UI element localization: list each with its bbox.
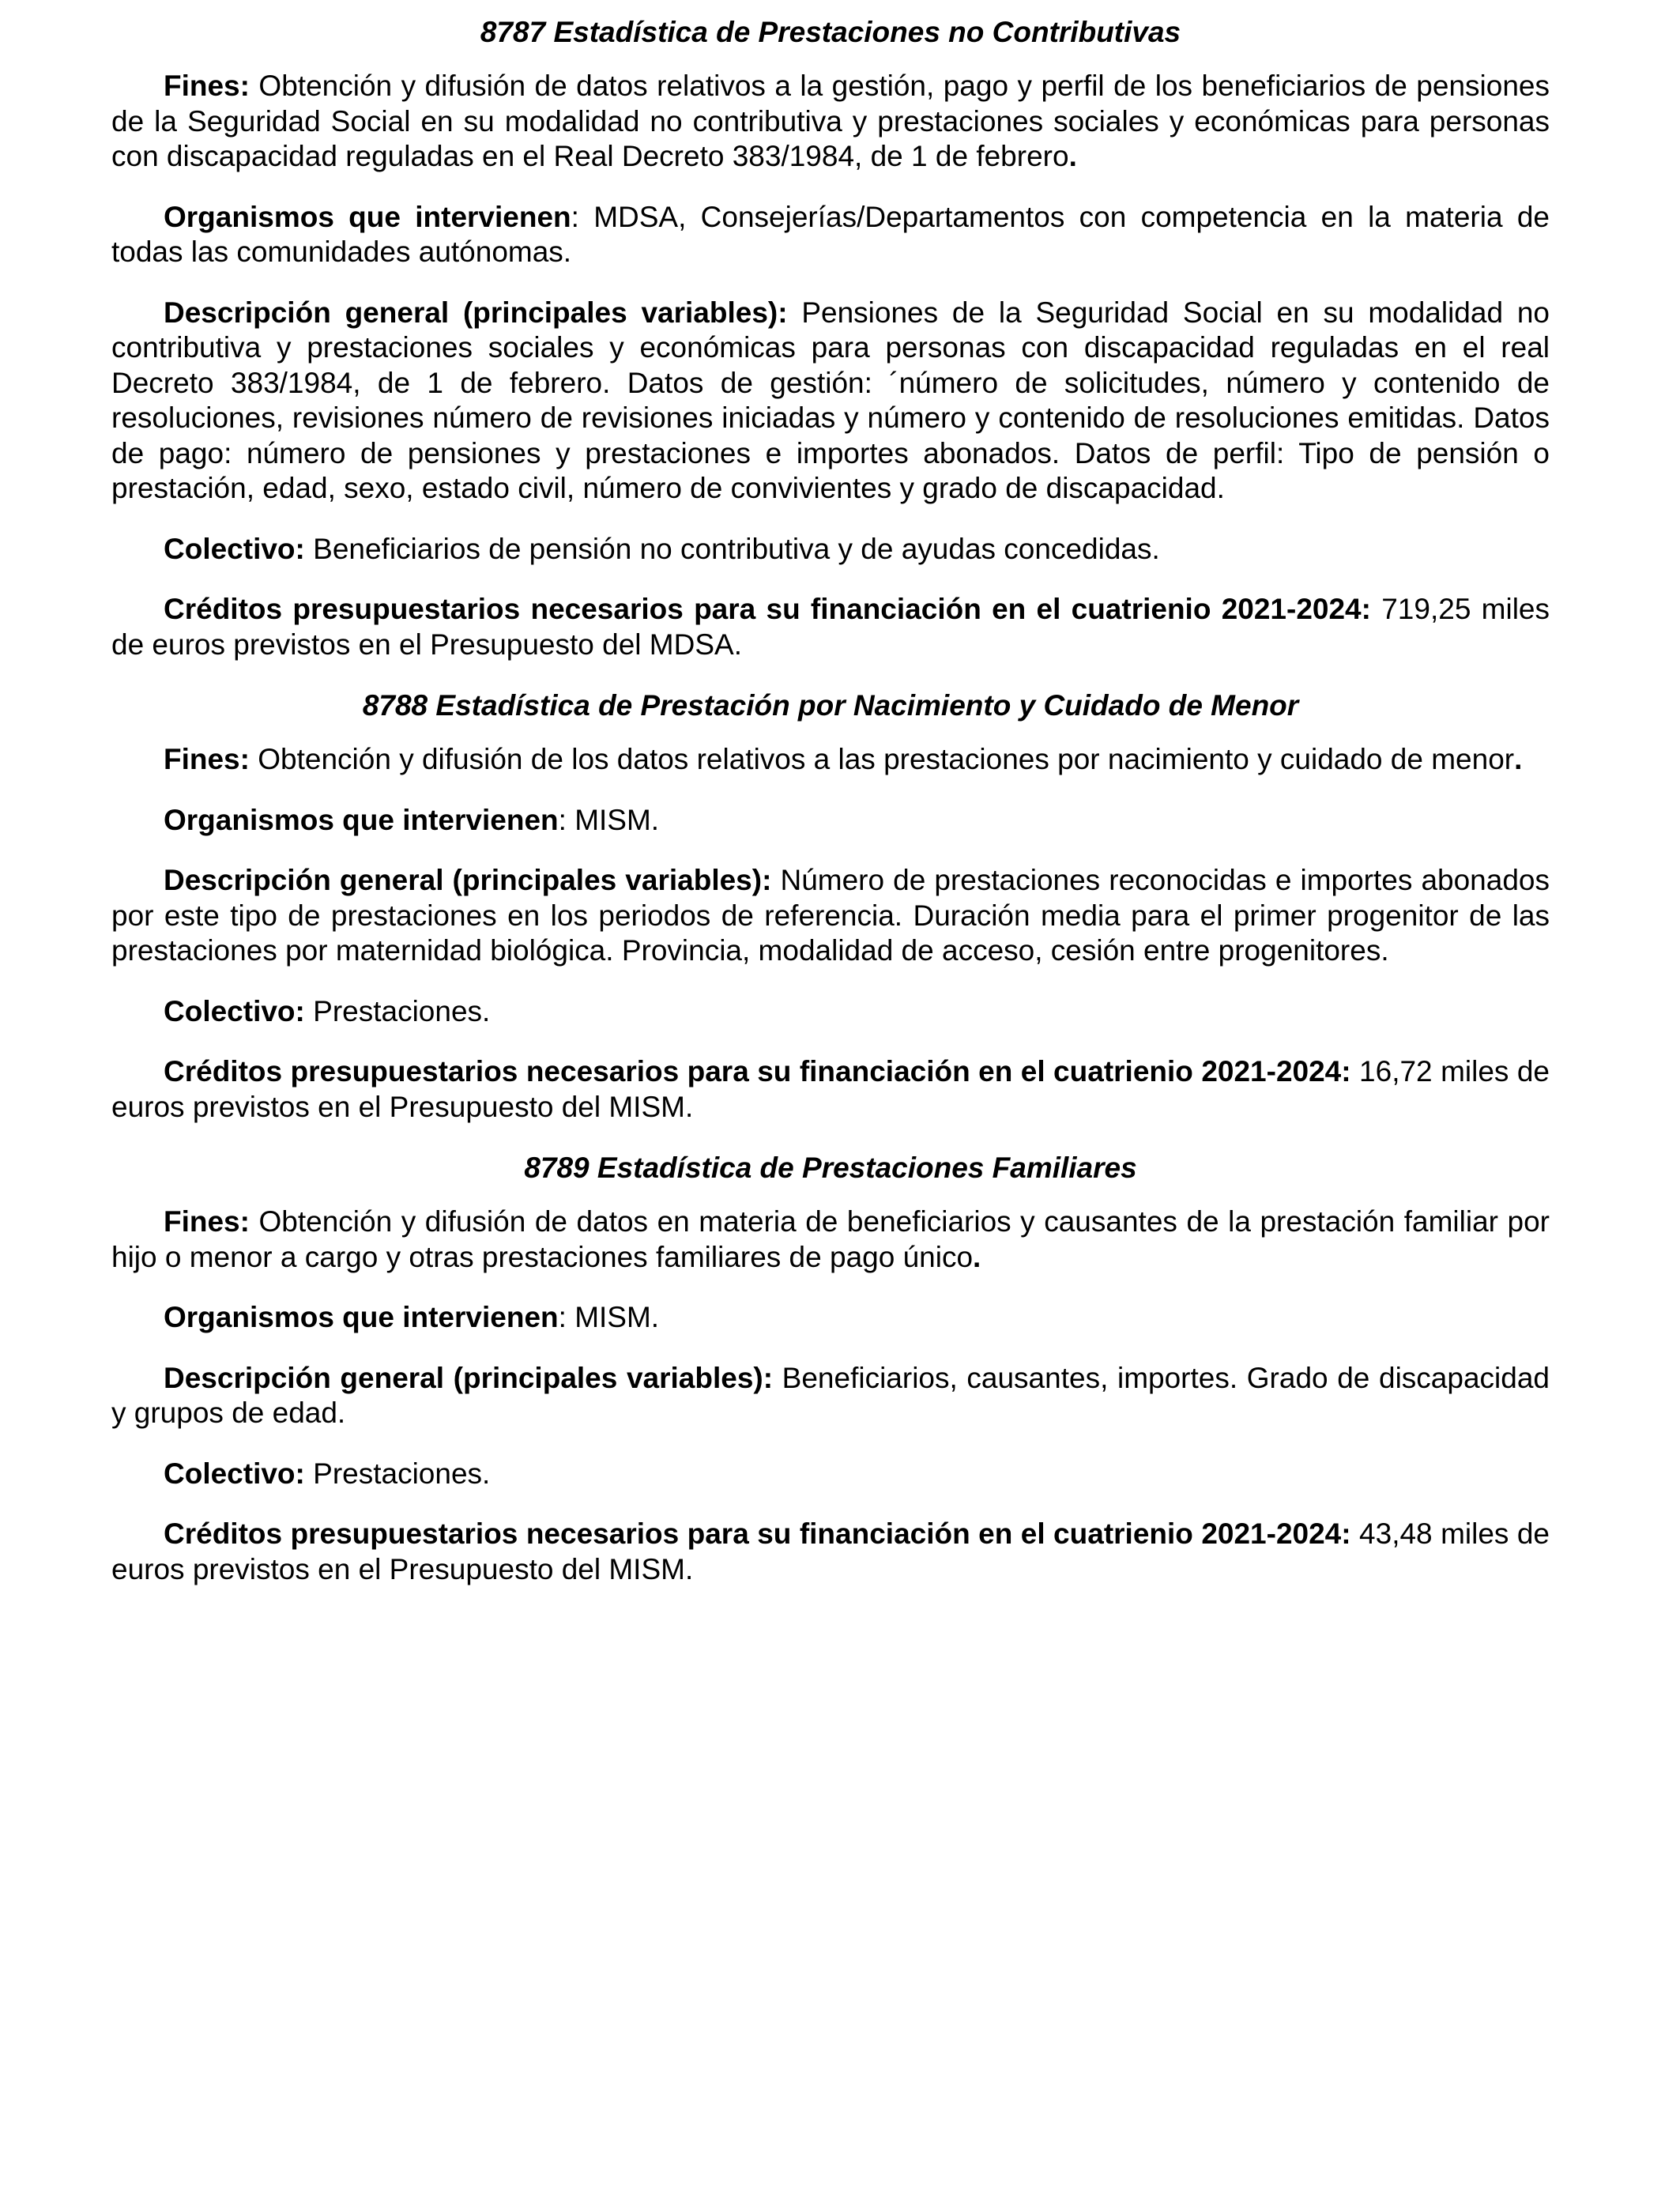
creditos-paragraph: [111, 1517, 1550, 1587]
section-8787: [111, 14, 1550, 662]
section-8788: [111, 688, 1550, 1125]
creditos-label: Créditos presupuestarios necesarios para su financiación en el cuatrienio 2021-2024:: [164, 1517, 1351, 1550]
descripcion-text: Pensiones de la Seguridad Social en su modalidad no contributiva y prestaciones sociales y económicas para personas con discapacidad reguladas en el real Decreto 383/1984, de 1 de febrero. Datos de gestión: ´número de solicitudes, número y contenido de resoluciones, revisiones número de revisiones iniciadas y número y contenido de resoluciones emitidas. Datos de pago: número de pensiones y prestaciones e importes abonados. Datos de perfil: Tipo de pensión o prestación, edad, sexo, estado civil, número de convivientes y grado de discapacidad.: [111, 296, 1550, 504]
colectivo-label: Colectivo:: [164, 1457, 305, 1490]
fines-label: Fines:: [164, 743, 250, 775]
fines-label: Fines:: [164, 1205, 250, 1238]
organismos-paragraph: [111, 803, 1550, 839]
creditos-text: 43,48 miles de euros previstos en el Presupuesto del MISM.: [111, 1517, 1550, 1585]
colectivo-label: Colectivo:: [164, 994, 305, 1027]
colectivo-paragraph: [111, 994, 1550, 1030]
fines-paragraph: [111, 742, 1550, 778]
organismos-text: : MISM.: [558, 803, 660, 836]
colectivo-paragraph: [111, 1457, 1550, 1492]
section-8789: [111, 1150, 1550, 1587]
fines-label: Fines:: [164, 70, 250, 102]
fines-text: Obtención y difusión de datos relativos a la gestión, pago y perfil de los beneficiarios de pensiones de la Seguridad Social en su modalidad no contributiva y prestaciones sociales y económicas para personas con discapacidad reguladas en el Real Decreto 383/1984, de 1 de febrero: [111, 70, 1550, 172]
creditos-label: Créditos presupuestarios necesarios para su financiación en el cuatrienio 2021-2024:: [164, 1055, 1351, 1088]
colectivo-paragraph: [111, 532, 1550, 567]
fines-text: Obtención y difusión de datos en materia de beneficiarios y causantes de la prestación familiar por hijo o menor a cargo y otras prestaciones familiares de pago único: [111, 1205, 1550, 1273]
creditos-text: 16,72 miles de euros previstos en el Presupuesto del MISM.: [111, 1055, 1550, 1123]
colectivo-text: Beneficiarios de pensión no contributiva y de ayudas concedidas.: [304, 532, 1160, 565]
section-title: 8789 Estadística de Prestaciones Familiares: [524, 1152, 1137, 1184]
fines-text: Obtención y difusión de los datos relativos a las prestaciones por nacimiento y cuidado de menor: [249, 743, 1515, 775]
creditos-label: Créditos presupuestarios necesarios para su financiación en el cuatrienio 2021-2024:: [164, 593, 1371, 625]
colectivo-label: Colectivo:: [164, 532, 305, 565]
descripcion-paragraph: [111, 1361, 1550, 1431]
colectivo-text: Prestaciones.: [304, 994, 491, 1027]
fines-paragraph: [111, 1204, 1550, 1275]
descripcion-text: Beneficiarios, causantes, importes. Grado de discapacidad y grupos de edad.: [111, 1361, 1550, 1429]
descripcion-paragraph: [111, 863, 1550, 969]
organismos-label: Organismos que intervienen: [164, 803, 559, 836]
organismos-label: Organismos que intervienen: [164, 1301, 559, 1333]
descripcion-label: Descripción general (principales variables):: [164, 864, 772, 896]
organismos-text: : MDSA, Consejerías/Departamentos con competencia en la materia de todas las comunidades autónomas.: [111, 200, 1550, 268]
creditos-paragraph: [111, 592, 1550, 662]
fines-end: .: [1068, 140, 1077, 172]
descripcion-label: Descripción general (principales variables):: [164, 296, 788, 329]
descripcion-text: Número de prestaciones reconocidas e importes abonados por este tipo de prestaciones en los periodos de referencia. Duración media para el primer progenitor de las prestaciones por maternidad biológica. Provincia, modalidad de acceso, cesión entre progenitores.: [111, 864, 1550, 967]
descripcion-paragraph: [111, 296, 1550, 507]
document-page: [111, 14, 1550, 1587]
descripcion-label: Descripción general (principales variables):: [164, 1361, 774, 1394]
fines-paragraph: [111, 69, 1550, 175]
fines-end: .: [973, 1240, 981, 1273]
colectivo-text: Prestaciones.: [304, 1457, 491, 1490]
fines-end: .: [1514, 743, 1523, 775]
section-title: 8787 Estadística de Prestaciones no Contributivas: [480, 16, 1181, 48]
creditos-paragraph: [111, 1054, 1550, 1125]
organismos-paragraph: [111, 1300, 1550, 1336]
creditos-text: 719,25 miles de euros previstos en el Presupuesto del MDSA.: [111, 593, 1550, 661]
organismos-paragraph: [111, 200, 1550, 270]
organismos-text: : MISM.: [558, 1301, 660, 1333]
section-title: 8788 Estadística de Prestación por Nacimiento y Cuidado de Menor: [362, 689, 1299, 722]
organismos-label: Organismos que intervienen: [164, 200, 571, 233]
